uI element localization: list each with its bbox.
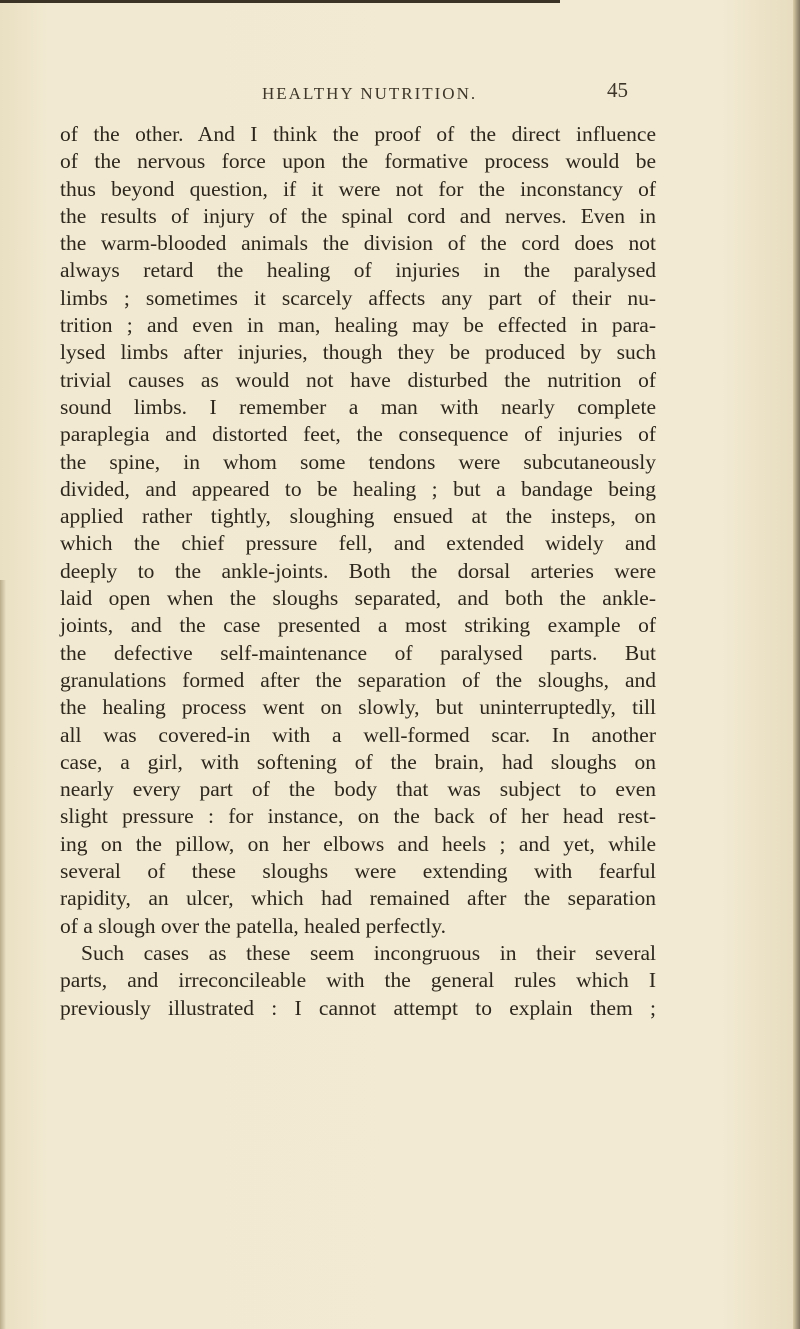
text-line: rapidity, an ulcer, which had remained after the separation (60, 886, 656, 911)
text-line: trition ; and even in man, healing may be effected in para- (60, 313, 656, 338)
text-line: the results of injury of the spinal cord and nerves. Even in (60, 203, 656, 228)
text-line: all was covered-in with a well-formed scar. In another (60, 722, 656, 747)
text-line: ing on the pillow, on her elbows and heels ; and yet, while (60, 831, 656, 856)
text-line: joints, and the case presented a most striking example of (60, 613, 656, 638)
text-line: sound limbs. I remember a man with nearly complete (60, 394, 656, 419)
text-line: parts, and irreconcileable with the general rules which I (60, 968, 656, 993)
text-line: trivial causes as would not have disturbed the nutrition of (60, 367, 656, 392)
text-line: divided, and appeared to be healing ; but a bandage being (60, 476, 656, 501)
text-line: laid open when the sloughs separated, and both the ankle- (60, 586, 656, 611)
text-line: lysed limbs after injuries, though they be produced by such (60, 340, 656, 365)
body-text (60, 121, 656, 1022)
text-line: Such cases as these seem incongruous in their several (81, 940, 656, 965)
text-line: always retard the healing of injuries in the paralysed (60, 258, 656, 283)
page-number: 45 (607, 78, 628, 102)
text-line: granulations formed after the separation of the sloughs, and (60, 667, 656, 692)
text-line: applied rather tightly, sloughing ensued at the insteps, on (60, 504, 656, 529)
text-line: the healing process went on slowly, but uninterruptedly, till (60, 695, 656, 720)
right-page-edge (793, 0, 800, 1329)
text-line: paraplegia and distorted feet, the consequence of injuries of (60, 422, 656, 447)
text-line: nearly every part of the body that was subject to even (60, 777, 656, 802)
text-line: thus beyond question, if it were not for the inconstancy of (60, 176, 656, 201)
text-line: case, a girl, with softening of the brain, had sloughs on (60, 749, 656, 774)
text-line: of the other. And I think the proof of the direct influence (60, 122, 656, 146)
top-rule (0, 0, 560, 3)
text-line: deeply to the ankle-joints. Both the dorsal arteries were (60, 558, 656, 583)
text-line: slight pressure : for instance, on the back of her head rest- (60, 804, 656, 829)
text-line: several of these sloughs were extending with fearful (60, 859, 656, 884)
text-line: the warm-blooded animals the division of the cord does not (60, 231, 656, 256)
text-line: of the nervous force upon the formative process would be (60, 149, 656, 174)
text-line: the spine, in whom some tendons were subcutaneously (60, 449, 656, 474)
running-head: HEALTHY NUTRITION. (262, 84, 478, 103)
text-line: which the chief pressure fell, and extended widely and (60, 531, 656, 556)
text-line: limbs ; sometimes it scarcely affects any part of their nu- (60, 285, 656, 310)
text-line: the defective self-maintenance of paralysed parts. But (60, 640, 656, 665)
text-line: previously illustrated : I cannot attempt to explain them ; (60, 995, 656, 1020)
left-page-edge (0, 580, 6, 1329)
text-line: of a slough over the patella, healed perfectly. (60, 913, 447, 938)
